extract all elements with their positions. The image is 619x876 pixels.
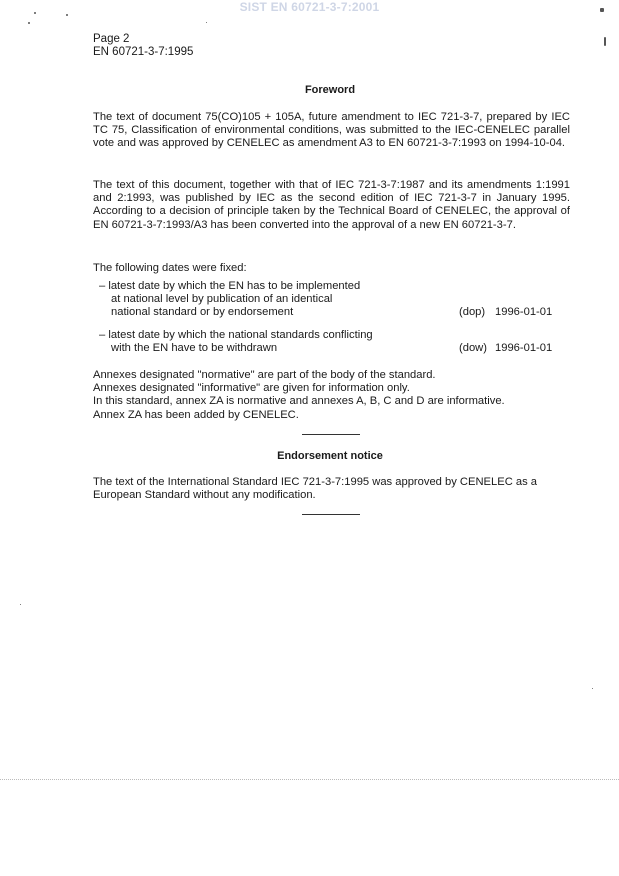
date-item-text: [99, 280, 449, 320]
scan-speck: [34, 12, 36, 14]
annex-note-line: Annexes designated "informative" are given for information only.: [93, 382, 410, 395]
scan-speck: [604, 37, 606, 46]
date-item-line: – latest date by which the EN has to be implemented: [99, 280, 361, 292]
foreword-paragraph-2: The text of this document, together with that of IEC 721-3-7:1987 and its amendments 1:1991 and 2:1993, was published by IEC as the second edition of IEC 721-3-7 in January 1995. According to a decision of principle taken by the Technical Board of CENELEC, the approval of EN 60721-3-7:1993/A3 has been converted into the approval of a new EN 60721-3-7.: [93, 179, 570, 231]
scan-speck: [28, 22, 30, 24]
date-value: 1996-01-01: [495, 342, 553, 354]
scan-speck: [20, 604, 21, 605]
page-number: Page 2: [93, 33, 130, 45]
scan-speck: [600, 8, 604, 12]
scan-speck: [592, 688, 593, 689]
foreword-paragraph-1: The text of document 75(CO)105 + 105A, future amendment to IEC 721-3-7, prepared by IEC TC 75, Classification of environmental conditions, was submitted to the IEC-CENELEC parallel vote and was approved by CENELEC as amendment A3 to EN 60721-3-7:1993 on 1994-10-04.: [93, 111, 570, 150]
date-item-dop: [99, 280, 569, 320]
scan-speck: [66, 14, 68, 16]
date-item-line: national standard or by endorsement: [111, 306, 294, 319]
watermark: SIST EN 60721-3-7:2001: [239, 0, 380, 14]
endorsement-title: Endorsement notice: [277, 450, 383, 462]
date-item-line: with the EN have to be withdrawn: [111, 342, 278, 355]
annex-note-line: Annex ZA has been added by CENELEC.: [93, 408, 299, 421]
date-item-line: – latest date by which the national standards conflicting: [99, 329, 373, 341]
document-number: EN 60721-3-7:1995: [93, 46, 194, 58]
section-divider: [302, 434, 360, 435]
annex-notes: [93, 369, 570, 422]
end-divider: [302, 514, 360, 515]
annex-note-line: Annexes designated "normative" are part of the body of the standard.: [93, 369, 436, 381]
dates-intro: The following dates were fixed:: [93, 262, 247, 274]
date-item-line: at national level by publication of an identical: [111, 293, 333, 306]
scan-artifact-line: [0, 779, 619, 780]
scan-speck: [206, 22, 207, 23]
date-code: (dop): [459, 306, 486, 318]
annex-note-line: In this standard, annex ZA is normative and annexes A, B, C and D are informative.: [93, 395, 505, 408]
foreword-title: Foreword: [304, 84, 356, 96]
date-value: 1996-01-01: [495, 306, 553, 318]
date-code: (dow): [459, 342, 487, 354]
endorsement-text: The text of the International Standard IEC 721-3-7:1995 was approved by CENELEC as a European Standard without any modification.: [93, 476, 538, 502]
date-item-dow: [99, 329, 569, 357]
date-item-text: [99, 329, 449, 355]
